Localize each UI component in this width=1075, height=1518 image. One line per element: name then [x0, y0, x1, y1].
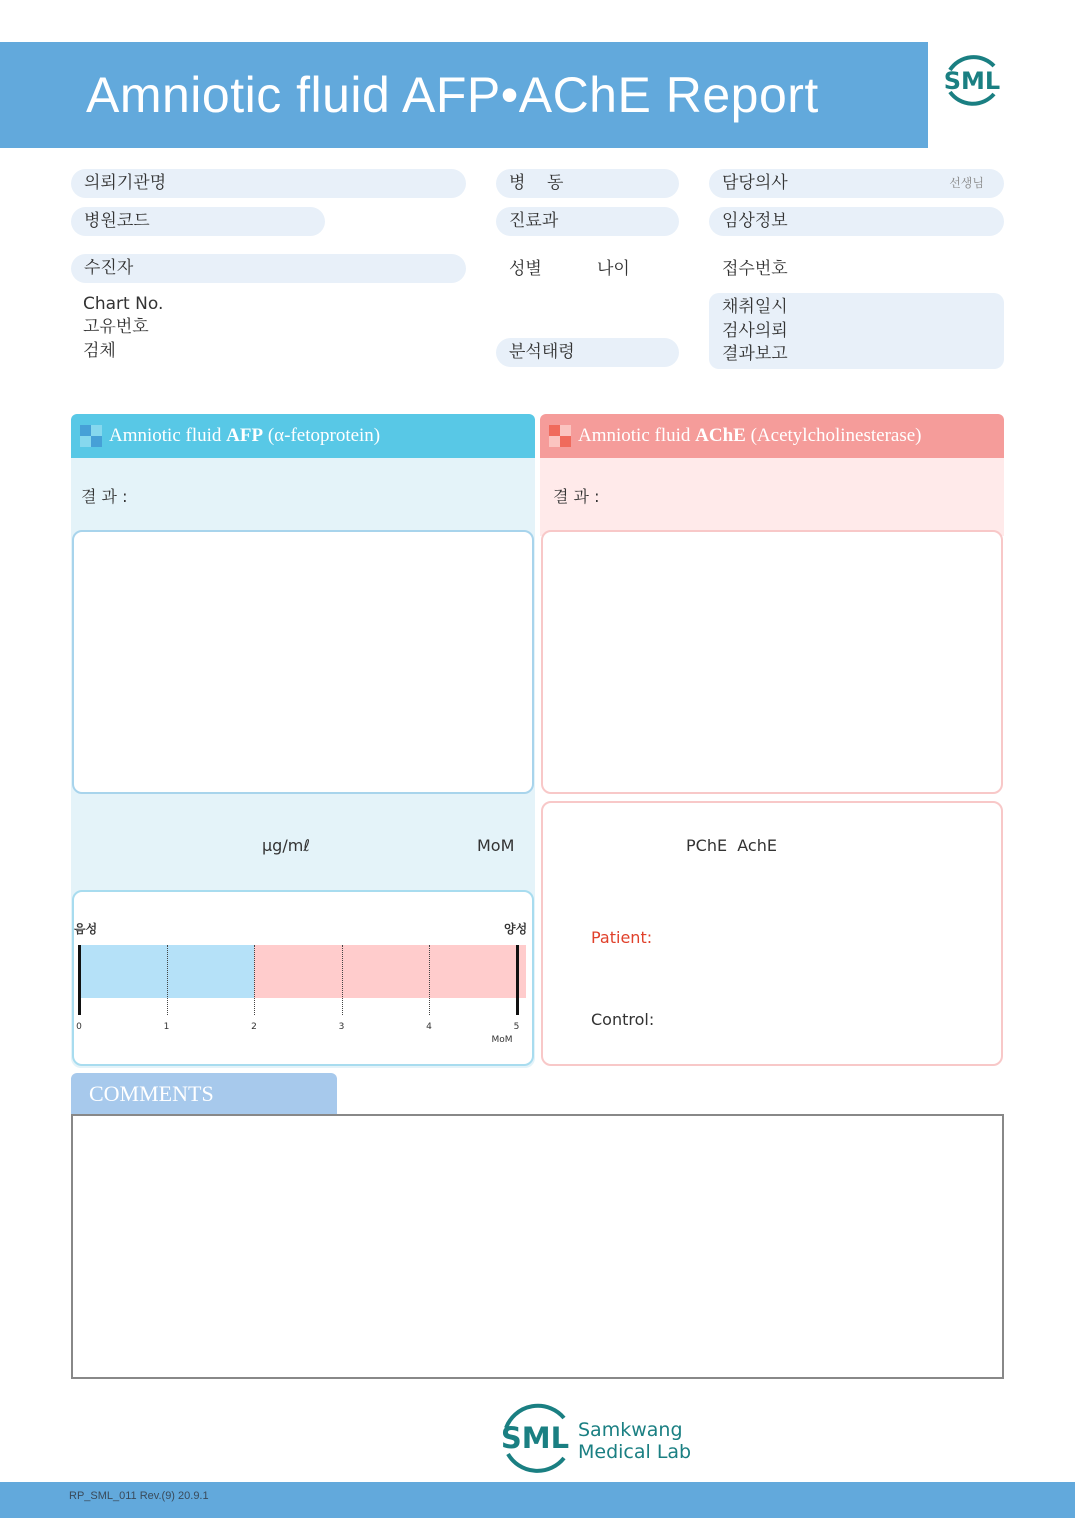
- scale-tick-label: 1: [163, 1022, 170, 1032]
- department-field: 진료과: [496, 207, 679, 236]
- age-label: 나이: [597, 259, 630, 279]
- afp-deco-icon: [80, 425, 102, 447]
- analysis-age-field: 분석태령: [496, 338, 679, 367]
- collected-label: 채취일시: [722, 297, 788, 317]
- scale-tick-label: 2: [251, 1022, 257, 1032]
- ache-result-box: [541, 530, 1003, 794]
- doctor-suffix: 선생님: [949, 176, 984, 190]
- chart-no-label: Chart No.: [83, 294, 164, 314]
- form-code: RP_SML_011 Rev.(9) 20.9.1: [69, 1490, 209, 1502]
- afp-unit: μg/mℓ: [262, 836, 310, 855]
- samkwang-logo-icon: [498, 1400, 698, 1476]
- hospital-code-field: 병원코드: [71, 207, 325, 236]
- scale-tick-line: [167, 945, 168, 1015]
- positive-label: 양성: [504, 922, 528, 936]
- negative-label: 음성: [74, 922, 98, 936]
- sex-label: 성별: [509, 259, 542, 279]
- scale-end-line: [78, 945, 81, 1015]
- afp-result-label: 결 과 :: [81, 487, 128, 506]
- ache-panel: [540, 456, 1004, 536]
- ache-result-label: 결 과 :: [553, 487, 600, 506]
- afp-mom-label: MoM: [477, 836, 515, 855]
- scale-tick-label: 0: [76, 1022, 82, 1032]
- ache-panel-header: Amniotic fluid AChE (Acetylcholinesterase): [540, 414, 1004, 458]
- specimen-label: 검체: [83, 341, 116, 361]
- scale-tick-label: 3: [338, 1022, 345, 1032]
- scale-tick-label: 5: [513, 1022, 520, 1032]
- afp-result-box: [72, 530, 534, 794]
- patient-lane-label: Patient:: [591, 928, 653, 947]
- scale-tick-line: [342, 945, 343, 1015]
- svg-text:Medical Lab: Medical Lab: [578, 1441, 692, 1463]
- ward-field: 병 동: [496, 169, 679, 198]
- control-lane-label: Control:: [591, 1010, 655, 1029]
- comments-box[interactable]: [71, 1114, 1004, 1379]
- svg-text:SML: SML: [943, 67, 1001, 95]
- svg-text:SML: SML: [500, 1421, 570, 1455]
- reported-label: 결과보고: [722, 344, 788, 364]
- afp-mom-scale: [76, 945, 526, 1032]
- scale-unit: MoM: [491, 1035, 513, 1045]
- scale-tick-line: [429, 945, 430, 1015]
- comments-title: COMMENTS: [71, 1073, 337, 1115]
- requested-label: 검사의뢰: [722, 321, 788, 341]
- unique-no-label: 고유번호: [83, 317, 149, 337]
- doctor-field: 담당의사 선생님: [709, 169, 1004, 198]
- patient-field: 수진자: [71, 254, 466, 283]
- receipt-no-label: 접수번호: [722, 259, 788, 279]
- ache-bands-label: PChE AchE: [686, 836, 777, 855]
- svg-text:Samkwang: Samkwang: [578, 1419, 683, 1441]
- scale-tick-label: 4: [426, 1022, 432, 1032]
- institution-field: 의뢰기관명: [71, 169, 466, 198]
- afp-panel-header: Amniotic fluid AFP (α-fetoprotein): [71, 414, 535, 458]
- report-title: Amniotic fluid AFP•AChE Report: [86, 67, 819, 123]
- scale-tick-line: [254, 945, 255, 1015]
- clinical-info-field: 임상정보: [709, 207, 1004, 236]
- sml-logo-icon: [936, 48, 1008, 114]
- scale-end-line: [516, 945, 519, 1015]
- positive-range-bar: [254, 945, 526, 998]
- ache-deco-icon: [549, 425, 571, 447]
